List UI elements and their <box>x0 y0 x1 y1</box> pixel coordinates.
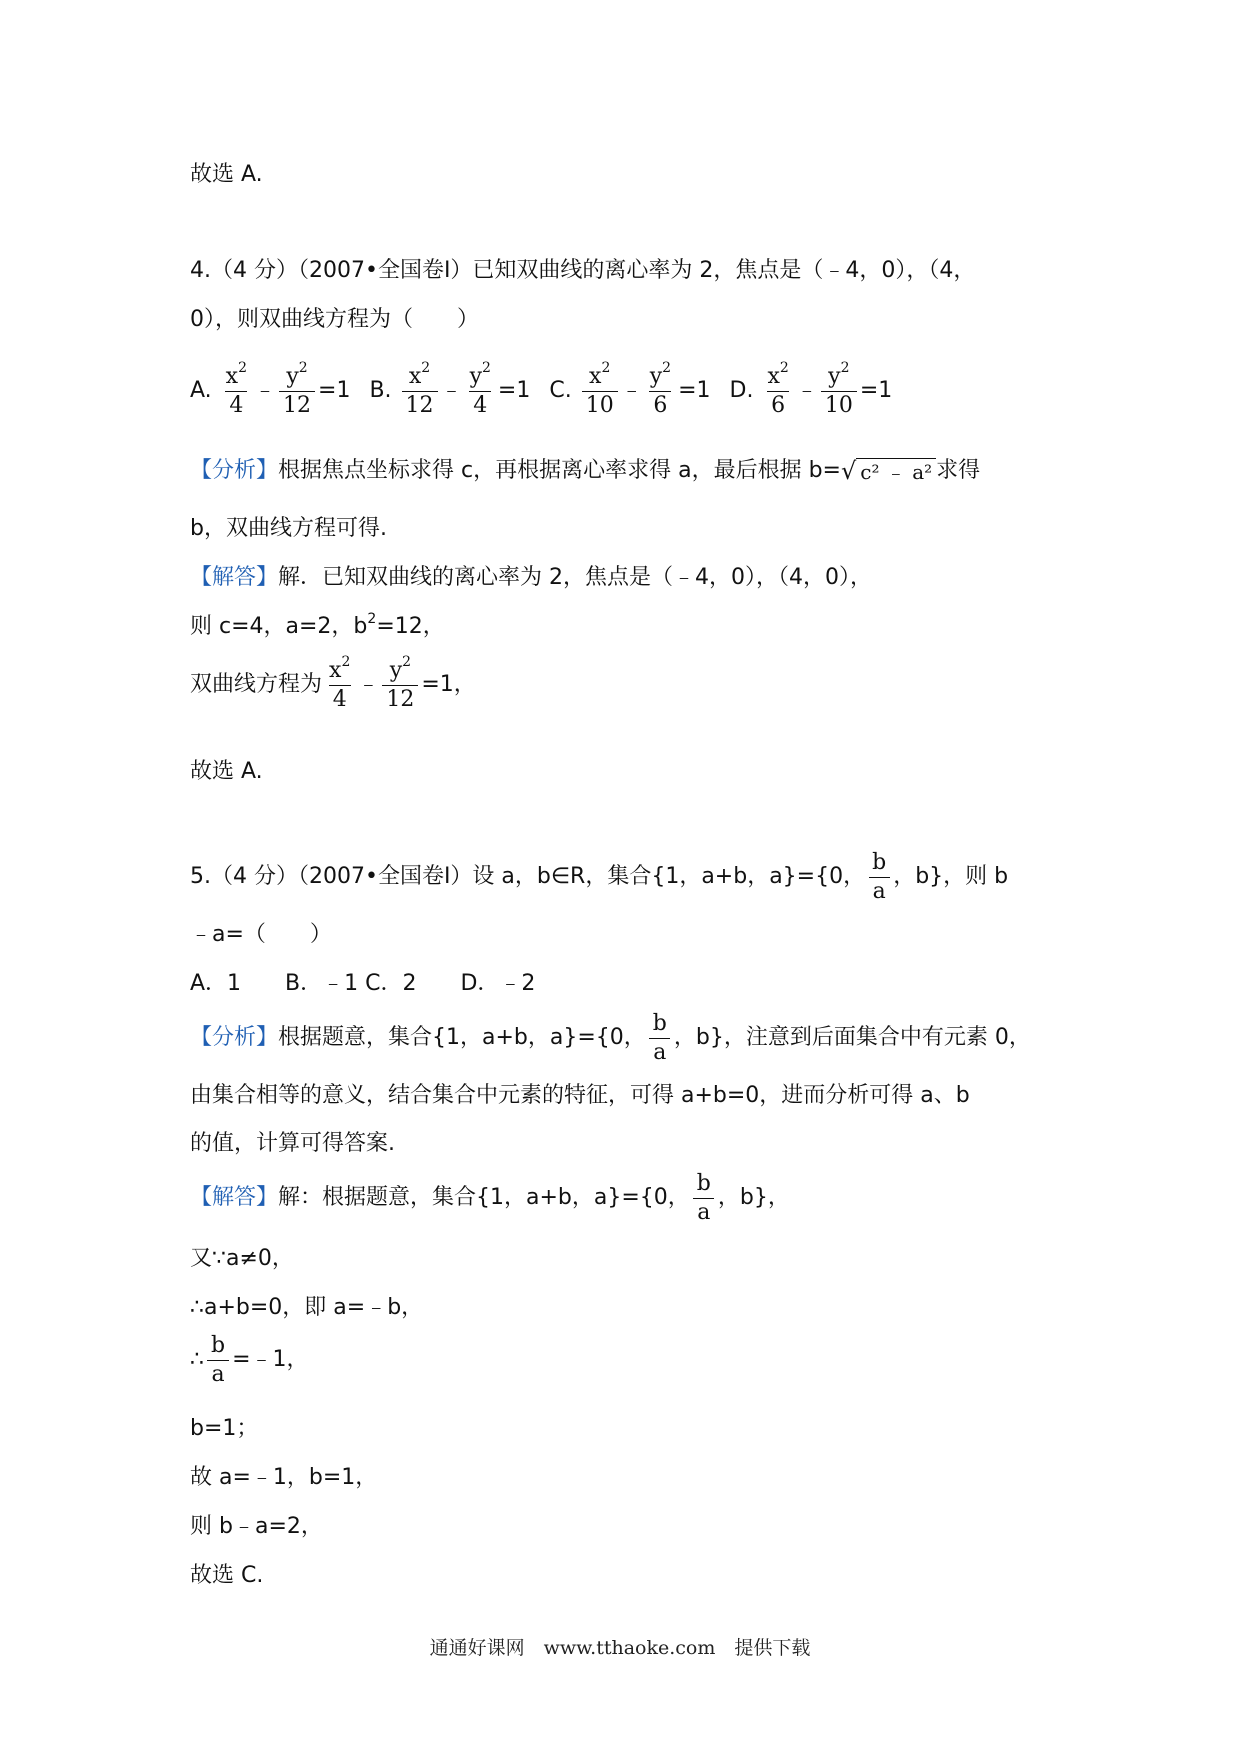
q4-stem-line1: 4.（4 分）（2007•全国卷Ⅰ）已知双曲线的离心率为 2，焦点是（﹣4，0），（4， <box>190 258 976 283</box>
fraction: $\frac{y^2}{10}$ <box>821 363 857 420</box>
q5-solution: 【解答】解：根据题意，集合{1，a+b，a}={0， $\frac{b}{a}$ ，b}， <box>190 1170 790 1225</box>
fraction: $\frac{x^2}{6}$ <box>767 360 789 418</box>
q4-solution: 【解答】解．已知双曲线的离心率为 2，焦点是（﹣4，0），（4，0）， <box>190 565 872 590</box>
q5-stem: 5.（4 分）（2007•全国卷Ⅰ）设 a，b∈R，集合{1，a+b，a}={0， $\frac{b}{a}$ ，b}，则 b <box>190 849 1009 904</box>
fraction: $\frac{b}{a}$ <box>868 849 890 906</box>
fraction: $\frac{b}{a}$ <box>207 1332 229 1389</box>
fraction: $\frac{y^2}{6}$ <box>649 360 672 418</box>
q4-conclusion: 故选 A. <box>190 759 263 784</box>
solution-tag: 【解答】 <box>190 565 279 590</box>
analysis-tag: 【分析】 <box>190 1025 279 1050</box>
prev-conclusion: 故选 A. <box>190 162 263 187</box>
q4-analysis: 【分析】根据焦点坐标求得 c，再根据离心率求得 a，最后根据 b=√ c² ﹣ a² 求得 <box>190 457 981 485</box>
q4-options <box>190 361 1050 421</box>
q4-option-b: B. $\frac{x^2}{12}$ ﹣ $\frac{y^2}{4}$ =1 <box>369 360 531 418</box>
fraction: $\frac{x^2}{4}$ <box>225 360 247 418</box>
sqrt-expression: c² ﹣ a² <box>856 458 936 485</box>
page-footer: 通通好课网 www.tthaoke.com 提供下载 <box>429 1637 811 1659</box>
q4-solution-line3: 双曲线方程为 $\frac{x^2}{4}$ ﹣ $\frac{y^2}{12}$ =1， <box>190 654 476 712</box>
q5-step6: 则 b﹣a=2， <box>190 1514 323 1539</box>
fraction: $\frac{b}{a}$ <box>693 1170 715 1227</box>
q4-analysis-line2: b，双曲线方程可得. <box>190 516 387 541</box>
q5-step3: ∴ $\frac{b}{a}$ =﹣1， <box>190 1332 309 1387</box>
q5-stem-line2: ﹣a=（ ） <box>190 922 332 947</box>
q5-step4: b=1； <box>190 1416 259 1441</box>
q4-stem-line2: 0），则双曲线方程为（ ） <box>190 307 479 332</box>
q4-option-d: D. $\frac{x^2}{6}$ ﹣ $\frac{y^2}{10}$ =1 <box>729 360 893 418</box>
q5-step1: 又∵a≠0， <box>190 1246 294 1271</box>
sqrt-symbol: √ <box>840 457 857 485</box>
solution-tag: 【解答】 <box>190 1185 279 1210</box>
q5-step2: ∴a+b=0，即 a=﹣b， <box>190 1295 424 1320</box>
q4-solution-line2: 则 c=4，a=2，$b^2=12$， <box>190 610 445 639</box>
q5-analysis: 【分析】根据题意，集合{1，a+b，a}={0， $\frac{b}{a}$ ，b}，注意到后面集合中有元素 0， <box>190 1010 1031 1065</box>
fraction: $\frac{y^2}{4}$ <box>469 360 491 418</box>
q5-conclusion: 故选 C. <box>190 1563 264 1588</box>
analysis-tag: 【分析】 <box>190 458 279 483</box>
q5-analysis-line2: 由集合相等的意义，结合集合中元素的特征，可得 a+b=0，进而分析可得 a、b <box>190 1083 970 1108</box>
q5-analysis-line3: 的值，计算可得答案. <box>190 1131 395 1156</box>
fraction: $\frac{x^2}{12}$ <box>402 363 438 420</box>
q5-step5: 故 a=﹣1，b=1， <box>190 1465 378 1490</box>
q4-option-c: C. $\frac{x^2}{10}$ ﹣ $\frac{y^2}{6}$ =1 <box>549 360 711 418</box>
fraction: $\frac{x^2}{4}$ <box>329 654 351 712</box>
fraction: $\frac{y^2}{12}$ <box>279 363 315 420</box>
q5-options: A．1 B．﹣1 C．2 D．﹣2 <box>190 971 536 996</box>
fraction: $\frac{y^2}{12}$ <box>382 657 418 714</box>
fraction: $\frac{b}{a}$ <box>649 1010 671 1067</box>
fraction: $\frac{x^2}{10}$ <box>582 363 618 420</box>
q4-option-a: A. $\frac{x^2}{4}$ ﹣ $\frac{y^2}{12}$ =1 <box>190 360 351 418</box>
